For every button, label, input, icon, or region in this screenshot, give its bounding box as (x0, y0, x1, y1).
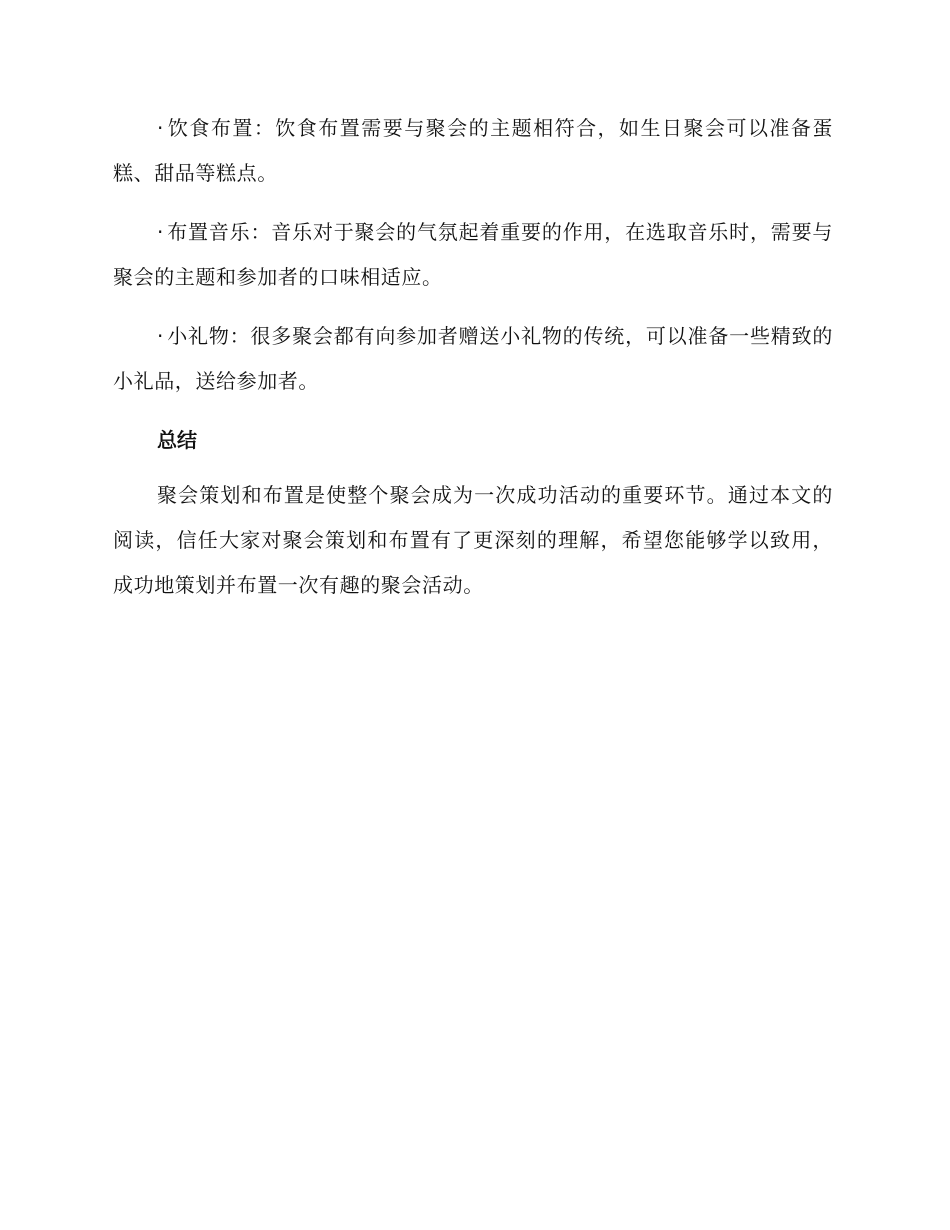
bullet-text: 布置音乐：音乐对于聚会的气氛起着重要的作用，在选取音乐时，需要与聚会的主题和参加者的口味相适应。 (113, 220, 833, 289)
bullet-paragraph-music (113, 210, 833, 300)
bullet-marker: · (157, 220, 164, 244)
document-page (113, 106, 833, 622)
bullet-text: 饮食布置：饮食布置需要与聚会的主题相符合，如生日聚会可以准备蛋糕、甜品等糕点。 (113, 116, 833, 185)
bullet-marker: · (157, 116, 164, 140)
bullet-paragraph-food (113, 106, 833, 196)
bullet-marker: · (157, 324, 164, 348)
bullet-paragraph-gifts (113, 314, 833, 404)
summary-paragraph: 聚会策划和布置是使整个聚会成为一次成功活动的重要环节。通过本文的阅读，信任大家对聚会策划和布置有了更深刻的理解，希望您能够学以致用，成功地策划并布置一次有趣的聚会活动。 (113, 483, 833, 597)
summary-heading: 总结 (157, 428, 197, 452)
bullet-text: 小礼物：很多聚会都有向参加者赠送小礼物的传统，可以准备一些精致的小礼品，送给参加者。 (113, 324, 833, 393)
